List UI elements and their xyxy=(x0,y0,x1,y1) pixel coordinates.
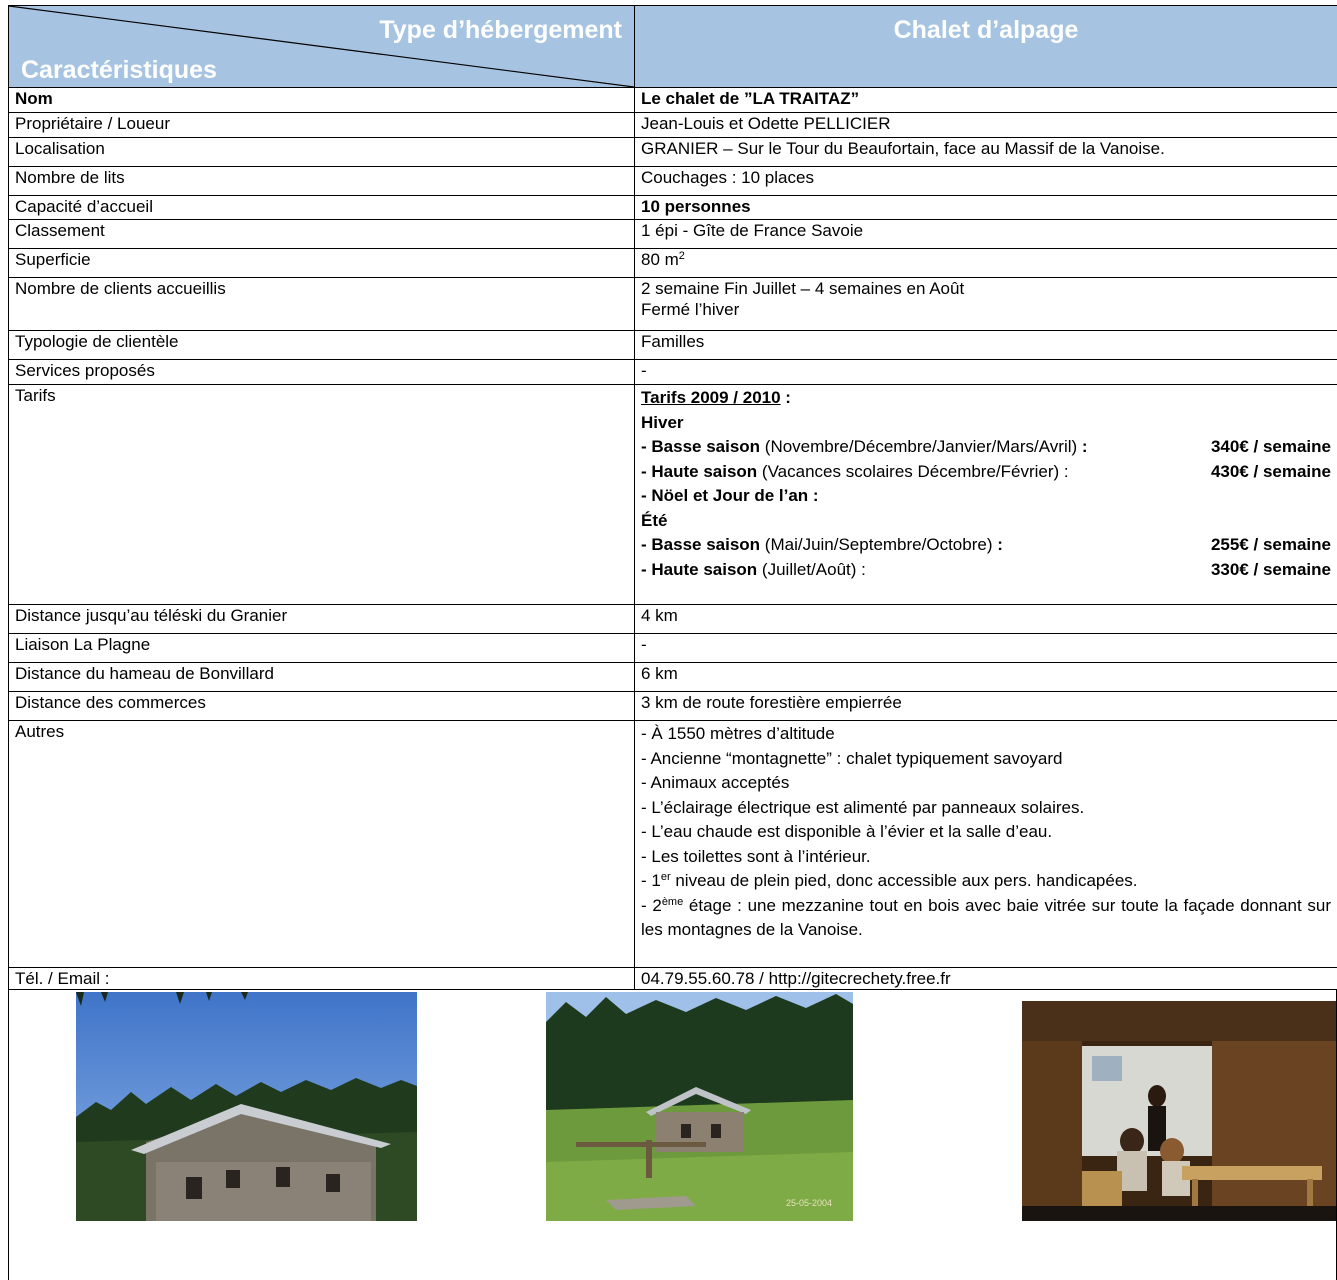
ete-haute-line xyxy=(641,558,1331,583)
row-superficie xyxy=(9,249,1337,278)
superficie-sup: 2 xyxy=(678,250,685,262)
classement-value: 1 épi - Gîte de France Savoie xyxy=(635,220,1337,249)
ete-basse-line xyxy=(641,533,1331,558)
row-proprietaire xyxy=(9,113,1337,138)
hiver-haute-name: - Haute saison xyxy=(641,461,758,481)
autres-line7-post: niveau de plein pied, donc accessible aux pers. handicapées. xyxy=(670,871,1138,890)
row-contact xyxy=(9,968,1337,990)
plagne-value: - xyxy=(635,634,1337,663)
autres-line2: - Ancienne “montagnette” : chalet typiquement savoyard xyxy=(641,748,1063,768)
autres-line3: - Animaux acceptés xyxy=(641,773,790,792)
ete-basse-text xyxy=(641,533,1003,558)
hiver-basse-colon: : xyxy=(1081,437,1088,456)
row-lits xyxy=(9,167,1337,196)
hiver-haute-detail: (Vacances scolaires Décembre/Février) : xyxy=(757,461,1069,481)
ete-haute-detail: (Juillet/Août) : xyxy=(757,559,866,579)
header-row xyxy=(9,6,1337,88)
ete-haute-name: - Haute saison xyxy=(641,559,758,579)
localisation-value: GRANIER – Sur le Tour du Beaufortain, face au Massif de la Vanoise. xyxy=(635,138,1337,167)
hiver-haute-price: 430€ / semaine xyxy=(1210,461,1331,481)
row-clients xyxy=(9,278,1337,331)
contact-value: 04.79.55.60.78 / http://gitecrechety.free.fr xyxy=(635,968,1337,990)
teleski-label: Distance jusqu’au téléski du Granier xyxy=(9,605,635,634)
header-right-cell xyxy=(635,6,1337,88)
row-commerces xyxy=(9,692,1337,721)
hiver-basse-text xyxy=(641,435,1088,460)
clients-line1: 2 semaine Fin Juillet – 4 semaines en Août xyxy=(641,279,965,298)
chalet-interior-photo xyxy=(1022,1001,1336,1221)
row-tarifs xyxy=(9,385,1337,605)
capacite-value: 10 personnes xyxy=(635,196,1337,220)
ete-haute-price: 330€ / semaine xyxy=(1210,559,1331,579)
hiver-basse-detail: (Novembre/Décembre/Janvier/Mars/Avril) xyxy=(760,437,1082,456)
row-classement xyxy=(9,220,1337,249)
hiver-haute-text xyxy=(641,460,1069,485)
typologie-label: Typologie de clientèle xyxy=(9,331,635,360)
superficie-cell xyxy=(635,249,1337,278)
row-typologie xyxy=(9,331,1337,360)
tarifs-noel: - Nöel et Jour de l’an : xyxy=(641,486,819,505)
ete-basse-name: - Basse saison xyxy=(641,535,761,554)
superficie-label: Superficie xyxy=(9,249,635,278)
ete-basse-detail: (Mai/Juin/Septembre/Octobre) xyxy=(760,535,998,554)
autres-label: Autres xyxy=(9,721,635,968)
hiver-haute-line xyxy=(641,460,1331,485)
autres-line7-sup: er xyxy=(660,871,671,883)
autres-line8-post: étage : une mezzanine tout en bois avec baie vitrée sur toute la façade donnant sur les montagnes de la Vanoise. xyxy=(641,895,1331,939)
hiver-basse-name: - Basse saison xyxy=(641,437,761,456)
row-services xyxy=(9,360,1337,385)
typologie-value: Familles xyxy=(635,331,1337,360)
autres-line1: - À 1550 mètres d’altitude xyxy=(641,724,835,743)
nom-value: Le chalet de ”LA TRAITAZ” xyxy=(635,88,1337,113)
services-value: - xyxy=(635,360,1337,385)
commerces-value: 3 km de route forestière empierrée xyxy=(635,692,1337,721)
ete-basse-price: 255€ / semaine xyxy=(1210,535,1331,554)
autres-line8-sup: ème xyxy=(661,895,684,908)
classement-label: Classement xyxy=(9,220,635,249)
nom-label: Nom xyxy=(9,88,635,113)
autres-line8 xyxy=(641,894,1331,943)
photo-date-stamp: 25-05-2004 xyxy=(786,1198,833,1208)
row-autres xyxy=(9,721,1337,968)
tarifs-title-suffix: : xyxy=(780,388,791,407)
row-bonvillard xyxy=(9,663,1337,692)
tarifs-title-line xyxy=(641,386,1331,411)
clients-line2: Fermé l’hiver xyxy=(641,300,740,319)
info-table xyxy=(8,5,1337,990)
commerces-label: Distance des commerces xyxy=(9,692,635,721)
services-label: Services proposés xyxy=(9,360,635,385)
hiver-basse-line xyxy=(641,435,1331,460)
tarifs-title: Tarifs 2009 / 2010 xyxy=(641,388,781,407)
tarifs-label: Tarifs xyxy=(9,385,635,605)
tarifs-cell xyxy=(635,385,1337,605)
bonvillard-value: 6 km xyxy=(635,663,1337,692)
photos-area xyxy=(8,990,1337,1280)
autres-line7 xyxy=(641,869,1331,894)
contact-label: Tél. / Email : xyxy=(9,968,635,990)
autres-line7-pre: - 1 xyxy=(641,871,661,890)
tarifs-hiver: Hiver xyxy=(641,412,684,432)
row-capacite xyxy=(9,196,1337,220)
row-plagne xyxy=(9,634,1337,663)
proprietaire-value: Jean-Louis et Odette PELLICIER xyxy=(635,113,1337,138)
autres-line6: - Les toilettes sont à l’intérieur. xyxy=(641,846,871,866)
teleski-value: 4 km xyxy=(635,605,1337,634)
header-chalet-label: Chalet d’alpage xyxy=(893,16,1079,44)
row-teleski xyxy=(9,605,1337,634)
autres-line8-pre: - 2 xyxy=(641,895,662,915)
row-nom xyxy=(9,88,1337,113)
header-type-label: Type d’hébergement xyxy=(379,16,622,44)
capacite-label: Capacité d’accueil xyxy=(9,196,635,220)
localisation-label: Localisation xyxy=(9,138,635,167)
chalet-meadow-photo xyxy=(546,992,853,1221)
lits-label: Nombre de lits xyxy=(9,167,635,196)
autres-cell xyxy=(635,721,1337,968)
row-localisation xyxy=(9,138,1337,167)
tarifs-ete: Été xyxy=(641,510,668,530)
chalet-exterior-photo xyxy=(76,992,417,1221)
plagne-label: Liaison La Plagne xyxy=(9,634,635,663)
hiver-basse-price: 340€ / semaine xyxy=(1210,437,1331,456)
lits-value: Couchages : 10 places xyxy=(635,167,1337,196)
header-caracteristiques-label: Caractéristiques xyxy=(21,56,217,84)
header-left-cell xyxy=(9,6,635,88)
autres-line4: - L’éclairage électrique est alimenté par panneaux solaires. xyxy=(641,797,1085,817)
proprietaire-label: Propriétaire / Loueur xyxy=(9,113,635,138)
ete-haute-text xyxy=(641,558,866,583)
superficie-value: 80 m xyxy=(641,250,679,269)
clients-label: Nombre de clients accueillis xyxy=(9,278,635,331)
autres-line5: - L’eau chaude est disponible à l’évier et la salle d’eau. xyxy=(641,822,1053,841)
clients-cell xyxy=(635,278,1337,331)
document xyxy=(8,5,1337,1280)
ete-basse-colon: : xyxy=(997,535,1003,554)
bonvillard-label: Distance du hameau de Bonvillard xyxy=(9,663,635,692)
